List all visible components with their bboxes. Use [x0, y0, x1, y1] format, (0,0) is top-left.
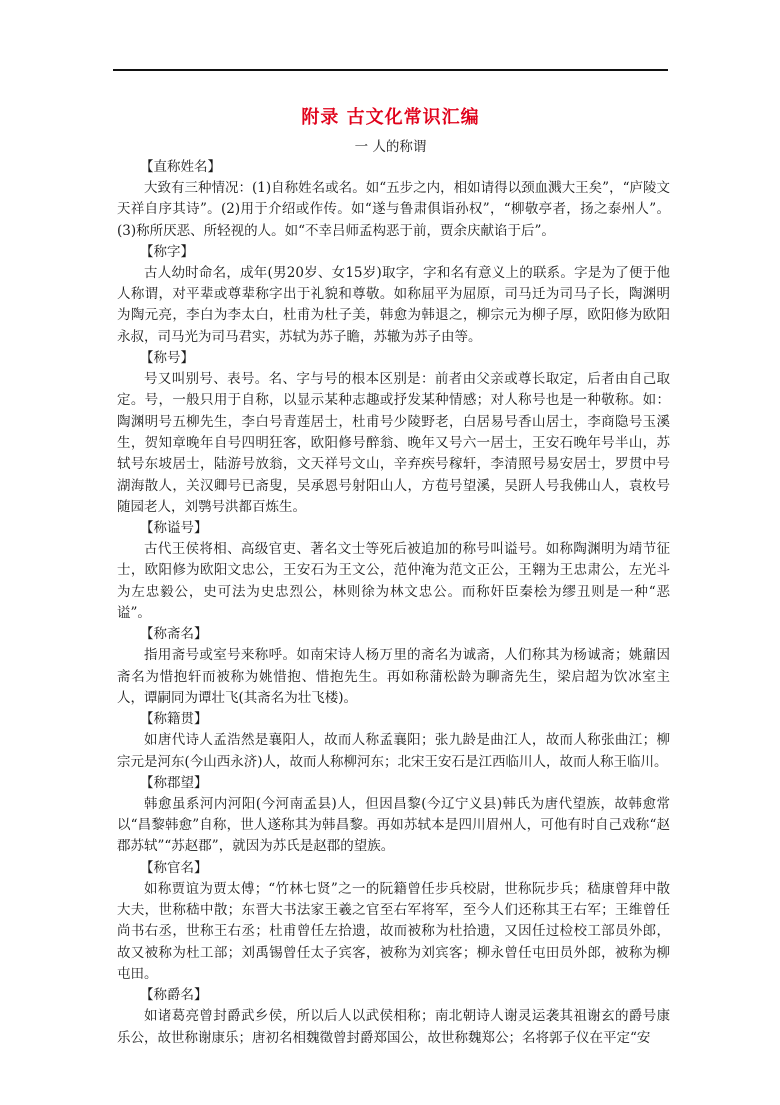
paragraph-chengzi: 古人幼时命名，成年(男20岁、女15岁)取字，字和名有意义上的联系。字是为了便于他人称谓，对平辈或尊辈称字出于礼貌和尊敬。如称屈平为屈原，司马迁为司马子长，陶渊明为陶元亮，李白为李太白，杜甫为杜子美，韩愈为韩退之，柳宗元为柳子厚，欧阳修为欧阳永叔，司马光为司马君实，苏轼为苏子瞻，苏辙为苏子由等。 — [117, 264, 670, 345]
heading-junwang: 【称郡望】 — [140, 774, 208, 791]
paragraph-chenghao: 号又叫别号、表号。名、字与号的根本区别是：前者由父亲或尊长取定，后者由自己取定。号，一般只用于自称，以显示某种志趣或抒发某种情感；对人称号也是一种敬称。如：陶渊明号五柳先生，李白号青莲居士，杜甫号少陵野老，白居易号香山居士，李商隐号玉溪生，贺知章晚年自号四明狂客，欧阳修号醉翁、晚年又号六一居士，王安石晚年号半山，苏轼号东坡居士，陆游号放翁，文天祥号文山，辛弃疾号稼轩，李清照号易安居士，罗贯中号湖海散人，关汉卿号已斋叟，吴承恩号射阳山人，方苞号望溪，吴趼人号我佛山人，袁枚号随园老人，刘鹗号洪都百炼生。 — [117, 371, 670, 515]
paragraph-jiguan: 如唐代诗人孟浩然是襄阳人，故而人称孟襄阳；张九龄是曲江人，故而人称张曲江；柳宗元是河东(今山西永济)人，故而人称柳河东；北宋王安石是江西临川人，故而人称王临川。 — [117, 732, 670, 770]
paragraph-shihao: 古代王侯将相、高级官吏、著名文士等死后被追加的称号叫谥号。如称陶渊明为靖节征士，欧阳修为欧阳文忠公，王安石为王文公，范仲淹为范文正公，王翱为王忠肃公，左光斗为左忠毅公，史可法为史忠烈公，林则徐为林文忠公。而称奸臣秦桧为缪丑则是一种“恶谥”。 — [117, 541, 670, 622]
heading-zhicheng-xingming: 【直称姓名】 — [140, 159, 221, 175]
heading-jiguan: 【称籍贯】 — [140, 711, 208, 728]
heading-chenghao: 【称号】 — [140, 350, 194, 367]
document-body — [117, 157, 670, 1049]
paragraph-junwang: 韩愈虽系河内河阳(今河南孟县)人，但因昌黎(今辽宁义县)韩氏为唐代望族，故韩愈常以“昌黎韩愈”自称，世人遂称其为韩昌黎。再如苏轼本是四川眉州人，可他有时自己戏称“赵郡苏轼”“苏赵郡”，就因为苏氏是赵郡的望族。 — [117, 795, 670, 855]
paragraph-guanming: 如称贾谊为贾太傅；“竹林七贤”之一的阮籍曾任步兵校尉，世称阮步兵；嵇康曾拜中散大夫，世称嵇中散；东晋大书法家王羲之官至右军将军，至今人们还称其王右军；王维曾任尚书右丞，世称王右丞；杜甫曾任左拾遗，故而被称为杜拾遗，又因任过检校工部员外郎，故又被称为杜工部；刘禹锡曾任太子宾客，被称为刘宾客；柳永曾任屯田员外郎，被称为柳屯田。 — [117, 880, 670, 982]
top-rule — [113, 69, 668, 71]
paragraph-zhicheng-xingming: 大致有三种情况：(1)自称姓名或名。如“五步之内，相如请得以颈血溅大王矣”，“庐陵文天祥自序其诗”。(2)用于介绍或作传。如“遂与鲁肃俱诣孙权”，“柳敬亭者，扬之泰州人”。(3)称所厌恶、所轻视的人。如“不幸吕师孟构恶于前，贾余庆献谄于后”。 — [117, 180, 670, 239]
paragraph-zhaiming: 指用斋号或室号来称呼。如南宋诗人杨万里的斋名为诚斋，人们称其为杨诚斋；姚鼐因斋名为惜抱轩而被称为姚惜抱、惜抱先生。再如称蒲松龄为聊斋先生，梁启超为饮冰室主人，谭嗣同为谭壮飞(其斋名为壮飞楼)。 — [117, 647, 670, 706]
heading-zhaiming: 【称斋名】 — [140, 626, 208, 643]
section-subtitle: 一 人的称谓 — [354, 139, 427, 155]
page-title: 附录 古文化常识汇编 — [301, 107, 480, 128]
paragraph-jueming: 如诸葛亮曾封爵武乡侯，所以后人以武侯相称；南北朝诗人谢灵运袭其祖谢玄的爵号康乐公，故世称谢康乐；唐初名相魏徵曾封爵郑国公，故世称魏郑公；名将郭子仪在平定“安 — [117, 1008, 670, 1046]
heading-guanming: 【称官名】 — [140, 859, 208, 876]
heading-shihao: 【称谥号】 — [140, 520, 208, 537]
heading-jueming: 【称爵名】 — [140, 987, 208, 1004]
heading-chengzi: 【称字】 — [140, 243, 194, 260]
